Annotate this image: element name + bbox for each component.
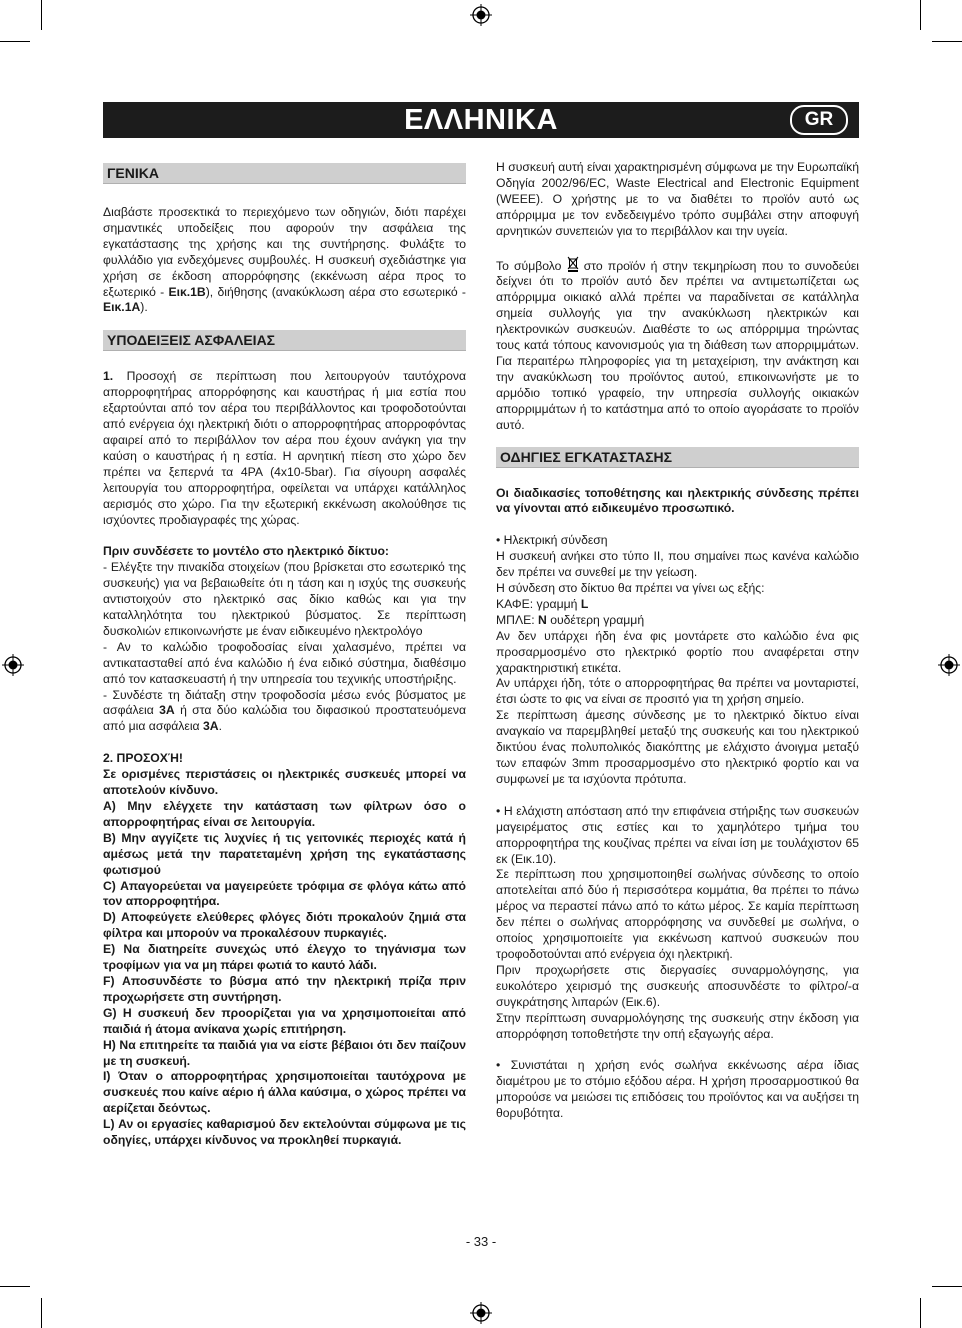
warning-item: F) Αποσυνδέστε το βύσμα από την ηλεκτρική πρίζα πριν προχωρήσετε στη συντήρηση. [103,973,466,1004]
warning-item: L) Αν οι εργασίες καθαρισμού δεν εκτελούνται σύμφωνα με τις οδηγίες, υπάρχει κίνδυνος να προκληθεί πυρκαγιά. [103,1117,466,1148]
registration-mark-icon [470,4,492,26]
registration-mark-icon [2,654,24,676]
electrical-text: Αν υπάρχει ήδη, τότε ο απορροφητήρας θα πρέπει να μονταριστεί, έτσι ώστε το φις να είναι σε προσιτό για τη χρήση σημείο. [496,676,859,707]
warning-item: E) Να διατηρείτε συνεχώς υπό έλεγχο το τηγάνισμα των τροφίμων για να μη πάρει φωτιά το καυτό λάδι. [103,942,466,973]
warning-item: H) Να επιτηρείτε τα παιδιά για να είστε βέβαιοι ότι δεν παίζουν με τη συσκευή. [103,1037,466,1068]
weee-paragraph-1: Η συσκευή αυτή είναι χαρακτηρισμένη σύμφωνα με την Ευρωπαϊκή Οδηγία 2002/96/EC, Waste Electrical and Electronic Equipment (WEEE). Ο χρήστης με το να διαθέτει το προϊόν αυτό ως απόρριμμα με τον ενδεδειγμένο τρόπο συμβάλει στην αποφυγή αρνητικών συνεπειών για το περιβάλλον και την υγεία. [496,160,859,238]
left-column [103,163,466,1149]
electrical-text: Η συσκευή ανήκει στο τύπο II, που σημαίνει πως κανένα καλώδιο δεν πρέπει να συνεθεί με την γείωση. [496,549,859,580]
warning-item: D) Αποφεύγετε ελεύθερες φλόγες διότι προκαλούν ζημιά στα φίλτρα και μπορούν να προκαλέσουν πυρκαγιές. [103,910,466,941]
pipe-text: • Συνιστάται η χρήση ενός σωλήνα εκκένωσης αέρα ίδιας διαμέτρου με το στόμιο εξόδου αέρα. Η χρήση προσαρμοστικού θα μπορούσε να μειώσει τις επιδόσεις του προϊόντος και να αυξήσει τη θορυβότητα. [496,1058,859,1121]
installation-intro: Οι διαδικασίες τοποθέτησης και ηλεκτρικής σύνδεσης πρέπει να γίνονται από ειδικευμένο προσωπικό. [496,485,859,516]
crop-mark [932,41,962,42]
warning-heading: 2. ΠΡΟΣΟΧΉ! [103,751,183,766]
distance-text: Σε περίπτωση που χρησιμοποιηθεί σωλήνας σύνδεσης το οποίο αποτελείται από δύο ή περισσότερα κομμάτια, θα πρέπει το πάνω μέρος να περαστεί πάνω από το κάτω μέρος. Σε καμία περίπτωση δεν πέπει ο σωλήνας απορρόφησης να συνδεθεί με σωλήνα, ο οποίος χρησιμοποιείτε για εκκένωση καπνού συσκευών που τροφοδοτούνται από ενέργεια όχι ηλεκτρική. [496,867,859,961]
warning-item: B) Μην αγγίζετε τις λυχνίες ή τις γειτονικές περιοχές κατά ή αμέσως μετά την παρατεταμένη χρήση της εγκατάστασης φωτισμού [103,830,466,877]
section-heading-safety: ΥΠΟΔΕΙΞΕΙΣ ΑΣΦΑΛΕΙΑΣ [103,330,466,351]
crop-mark [0,41,30,42]
electrical-text: Σε περίπτωση άμεσης σύνδεσης με το ηλεκτρικό δίκτυο είναι αναγκαίο να παρεμβληθεί μεταξύ της συσκευής και του ηλεκτρικού δικτύου ένας πολυπολικός διακόπτης με ελάχιστο άνοιγμα μεταξύ των επαφών 3mm προσαρμοσμένο στο ηλεκτρικό φορτίο και να συμφωνεί με τα ισχύοντα πρότυπα. [496,708,859,786]
before-connect-item: - Συνδέστε τη διάταξη στην τροφοδοσία μέσω ενός βύσματος με ασφάλεια 3A ή στα δύο καλώδια του διφασικού προστατευόμενα από μια ασφάλεια 3A. [103,687,466,734]
safety-paragraph-1: 1. Προσοχή σε περίπτωση που λειτουργούν ταυτόχρονα απορροφητήρας απορρόφησης και καυστήρας ή μια εστία που εξαρτούνται από τον αέρα του περιβάλλοντος και τροφοδοτούνται από ενέργεια όχι ηλεκτρική διότι ο απορροφητήρας απορροφόντας αφαιρεί από το περιβάλλον τον αέρα που έχουν ανάγκη για την καύση ο καυστήρας ή η εστία. Η αρνητική πίεση στο χώρο δεν πρέπει να ξεπερνά τα 4PA (4x10-5bar). Για σίγουρη ασφαλές λειτουργία του απορροφητήρα, οφείλεται να υπάρχει κατάλληλος αερισμός στο χώρο. Για την εξωτερική εκκένωση ακολούθησε τις ισχύοντες προδιαγραφές της χώρας. [103,369,466,527]
wire-blue: ΜΠΛΕ: N ουδέτερη γραμμή [496,612,645,627]
warning-item: C) Απαγορεύεται να μαγειρεύετε τρόφιμα σε φλόγα κάτω από τον απορροφητήρα. [103,878,466,909]
right-column [496,160,859,1122]
section-heading-general: ΓΕΝΙΚΑ [103,163,466,184]
section-heading-installation: ΟΔΗΓΙΕΣ ΕΓΚΑΤΑΣΤΑΣΗΣ [496,447,859,468]
registration-mark-icon [470,1302,492,1324]
crop-mark [0,1286,30,1287]
before-connect-item: - Ελέγξτε την πινακίδα στοιχείων (που βρίσκεται στο εσωτερικό της συσκευής) για να βεβαιωθείτε ότι η τάση και η ισχύς της συσκευής αντιστοιχούν στο ηλεκτρικό σας δίκιο καθώς και για την καταλληλότητα του ηλεκτρικού βύσματος. Σε περίπτωση δυσκολιών επικοινωνήστε με έναν ειδικευμένο ηλεκτρολόγο [103,560,466,638]
crop-mark [41,0,42,30]
distance-text: Στην περίπτωση συναρμολόγησης της συσκευής στην έκδοση για απορρόφηση τοποθετήστε την οπή εξαγωγής αέρα. [496,1010,859,1041]
before-connect-item: - Αν το καλώδιο τροφοδοσίας είναι χαλασμένο, πρέπει να αντικατασταθεί από ένα καλώδιο ή ένα ειδικό σύστημα, διαθέσιμο από τον κατασκευαστή ή την υπηρεσία του τεχνικής υποστήριξης. [103,639,466,686]
crop-mark [920,1298,921,1328]
warning-item: I) Όταν ο απορροφητήρας χρησιμοποιείται ταυτόχρονα με συσκευές που καίνε αέριο ή άλλα καύσιμα, ο χώρος πρέπει να αερίζεται δεόντως. [103,1069,466,1116]
page-number: - 33 - [465,1234,497,1249]
crop-mark [41,1298,42,1328]
registration-mark-icon [938,654,960,676]
weee-paragraph-2: Το σύμβολο στο προϊόν ή στην τεκμηρίωση που το συνοδεύει δείχνει ότι το προϊόν αυτό δεν πρέπει να αντιμετωπίζεται ως απόρριμμα οικιακό αλλά πρέπει να παραδίνεται σε κατάλληλα σημεία συλλογής για την ανακύκλωση ηλεκτρικών και ηλεκτρονικών συσκευών. Διαθέστε το ως απόρριμμα τηρώντας τους κατά τόπους κανονισμούς για τη διάθεση των απορριμμάτων. Για περαιτέρω πληροφορίες για τη μεταχείριση, την ανάκτηση και την ανακύκλωση του προϊόντος αυτού, επικοινωνήστε με το αρμόδιο τοπικό γραφείο, την υπηρεσία συλλογής οικιακών απορριμμάτων ή το κατάστημα από το οποίο αγοράσατε το προϊόν αυτό. [496,256,859,434]
wire-brown: ΚΑΦΕ: γραμμή L [496,596,589,611]
crop-mark [932,1286,962,1287]
figure-ref: Εικ.1A [103,300,141,315]
electrical-text: Η σύνδεση στο δίκτυο θα πρέπει να γίνει ως εξής: [496,581,765,596]
warning-intro: Σε ορισμένες περιστάσεις οι ηλεκτρικές συσκευές μπορεί να αποτελούν κίνδυνο. [103,767,466,798]
warning-item: A) Μην ελέγχετε την κατάσταση των φίλτρων όσο ο απορροφητήρας είναι σε λειτουργία. [103,799,466,829]
electrical-heading: • Ηλεκτρική σύνδεση [496,533,608,548]
warning-item: G) Η συσκευή δεν προορίζεται για να χρησιμοποιείται από παιδιά ή άτομα ανίκανα χωρίς επιτήρηση. [103,1005,466,1036]
language-banner [103,102,859,138]
crossed-bin-icon [567,256,579,272]
general-paragraph: Διαβάστε προσεκτικά το περιεχόμενο των οδηγιών, διότι παρέχει σημαντικές υποδείξεις που αφορούν την ασφάλεια της εγκατάστασης της χρήσης και της συντήρησης. Φυλάξτε το φυλλάδιο για ενδεχόμενες συμβουλές. Η συσκευή σχεδιάστηκε για χρήση σε έκδοση απορρόφησης (εκκένωση αέρα προς το εξωτερικό - Εικ.1B), διήθησης (ανακύκλωση αέρα στο εσωτερικό - Εικ.1A). [103,205,466,315]
crop-mark [920,0,921,30]
distance-text: • Η ελάχιστη απόσταση από την επιφάνεια στήριξης των συσκευών μαγειρέματος στις εστίες και το χαμηλότερο τμήμα του απορροφητήρα της κουζίνας πρέπει να είναι ίση με τουλάχιστον 65 εκ (Εικ.10). [496,803,859,866]
page-title: ΕΛΛΗΝΙΚΑ [404,104,558,136]
before-connect-heading: Πριν συνδέσετε το μοντέλο στο ηλεκτρικό δίκτυο: [103,544,389,559]
language-badge: GR [790,105,848,135]
distance-text: Πριν προχωρήσετε στις διεργασίες συναρμολόγησης, για ευκολότερο χειρισμό της συσκευής αποσυνδέστε το φίλτρο/-α συγκράτησης λιπαρών (Εικ.6). [496,962,859,1009]
figure-ref: Εικ.1B [168,284,206,299]
electrical-text: Αν δεν υπάρχει ήδη ένα φις μοντάρετε στο καλώδιο ένα φις προσαρμοσμένο στο ηλεκτρικό φορτίο που αναφέρεται στην χαρακτηριστική ετικέτα. [496,628,859,675]
warning-block [103,751,466,1149]
